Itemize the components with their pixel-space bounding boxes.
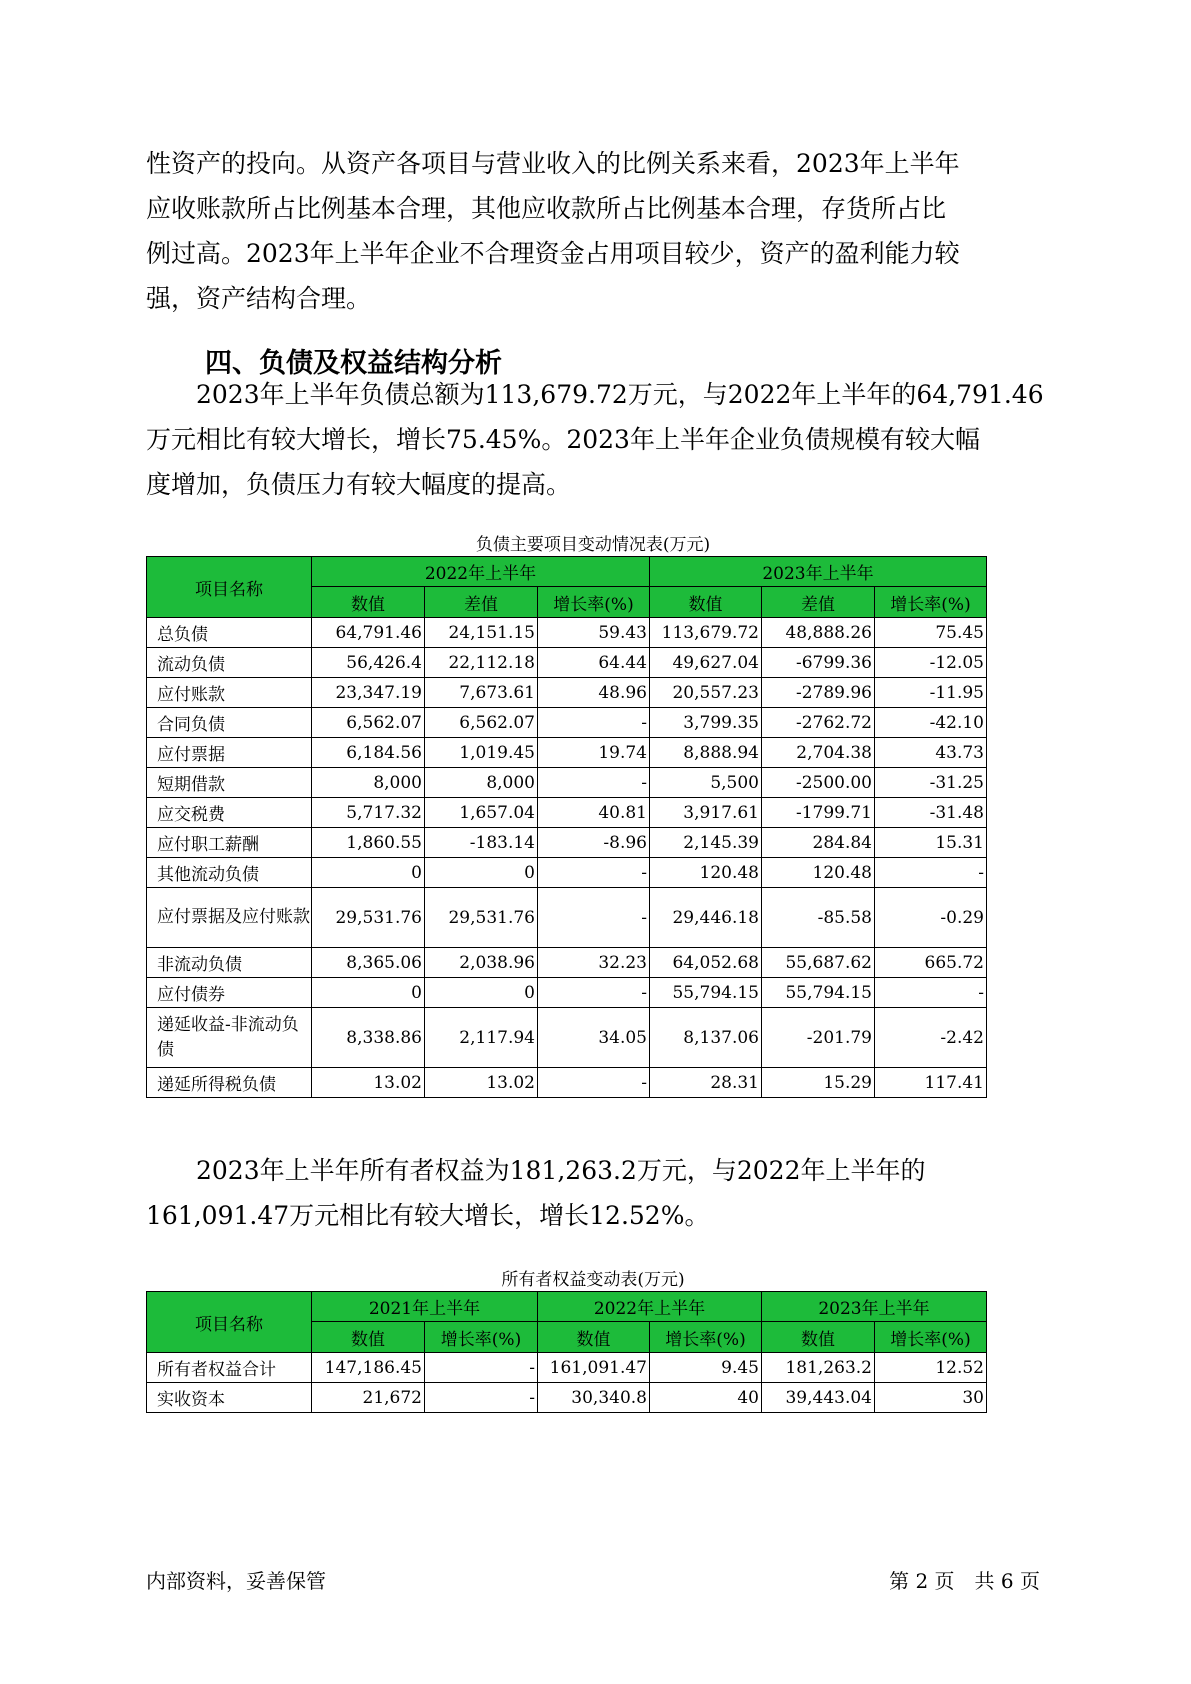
row-cell: 8,000 [312, 768, 425, 798]
liability-line: 度增加，负债压力有较大幅度的提高。 [146, 470, 572, 499]
row-cell: -11.95 [875, 678, 987, 708]
table-row [147, 858, 987, 888]
row-cell: 120.48 [762, 858, 875, 888]
table-row [147, 798, 987, 828]
row-cell: 55,794.15 [650, 978, 762, 1008]
table-row [147, 948, 987, 978]
row-cell: 0 [312, 978, 425, 1008]
row-cell: 59.43 [538, 618, 650, 648]
row-cell: -85.58 [762, 888, 875, 948]
row-cell: 3,799.35 [650, 708, 762, 738]
header-group-2022: 2022年上半年 [538, 1292, 762, 1322]
header-growth: 增长率(%) [650, 1322, 762, 1353]
row-cell: -183.14 [425, 828, 538, 858]
row-cell: 3,917.61 [650, 798, 762, 828]
liability-paragraph [146, 372, 1076, 507]
header-value: 数值 [312, 1322, 425, 1353]
table-row [147, 708, 987, 738]
row-cell: 43.73 [875, 738, 987, 768]
row-cell: 56,426.4 [312, 648, 425, 678]
row-cell: 0 [425, 978, 538, 1008]
row-cell: 34.05 [538, 1008, 650, 1068]
row-cell: 5,717.32 [312, 798, 425, 828]
row-cell: 181,263.2 [762, 1353, 875, 1383]
row-cell: - [875, 858, 987, 888]
row-cell: 39,443.04 [762, 1383, 875, 1413]
row-cell: 29,531.76 [312, 888, 425, 948]
header-growth: 增长率(%) [425, 1322, 538, 1353]
row-cell: 48.96 [538, 678, 650, 708]
row-item-name: 所有者权益合计 [147, 1353, 312, 1383]
row-cell: 15.29 [762, 1068, 875, 1098]
equity-line: 2023年上半年所有者权益为181,263.2万元，与2022年上半年的 [146, 1156, 926, 1185]
row-cell: -31.25 [875, 768, 987, 798]
intro-line: 强，资产结构合理。 [146, 284, 372, 313]
header-value: 数值 [312, 587, 425, 618]
row-cell: -2789.96 [762, 678, 875, 708]
equity-table [146, 1291, 987, 1413]
row-cell: 117.41 [875, 1068, 987, 1098]
row-item-name: 短期借款 [147, 768, 312, 798]
row-item-name: 合同负债 [147, 708, 312, 738]
row-cell: 21,672 [312, 1383, 425, 1413]
row-cell: - [538, 888, 650, 948]
row-cell: 161,091.47 [538, 1353, 650, 1383]
liability-line: 2023年上半年负债总额为113,679.72万元，与2022年上半年的64,791.46 [146, 380, 1044, 409]
table-row [147, 828, 987, 858]
header-growth: 增长率(%) [875, 587, 987, 618]
header-value: 数值 [538, 1322, 650, 1353]
row-item-name: 应付债券 [147, 978, 312, 1008]
table-row [147, 618, 987, 648]
row-cell: 29,531.76 [425, 888, 538, 948]
row-cell: 32.23 [538, 948, 650, 978]
intro-line: 例过高。2023年上半年企业不合理资金占用项目较少，资产的盈利能力较 [146, 239, 960, 268]
header-item-name: 项目名称 [147, 557, 312, 618]
row-cell: 6,562.07 [425, 708, 538, 738]
row-cell: - [538, 768, 650, 798]
row-cell: 5,500 [650, 768, 762, 798]
liability-table [146, 556, 987, 1098]
row-item-name: 递延所得税负债 [147, 1068, 312, 1098]
header-growth: 增长率(%) [875, 1322, 987, 1353]
row-cell: 12.52 [875, 1353, 987, 1383]
equity-line: 161,091.47万元相比有较大增长，增长12.52%。 [146, 1201, 710, 1230]
table-row [147, 888, 987, 948]
header-group-2023: 2023年上半年 [762, 1292, 987, 1322]
row-cell: -42.10 [875, 708, 987, 738]
row-cell: 28.31 [650, 1068, 762, 1098]
header-value: 数值 [650, 587, 762, 618]
row-cell: -6799.36 [762, 648, 875, 678]
row-cell: 0 [425, 858, 538, 888]
row-cell: -8.96 [538, 828, 650, 858]
row-item-name: 递延收益-非流动负债 [147, 1008, 312, 1068]
row-cell: 7,673.61 [425, 678, 538, 708]
header-group-2022: 2022年上半年 [312, 557, 650, 587]
row-item-name: 应付职工薪酬 [147, 828, 312, 858]
footer-page-number: 第 2 页 共 6 页 [889, 1569, 1040, 1593]
row-cell: 9.45 [650, 1353, 762, 1383]
row-cell: 8,137.06 [650, 1008, 762, 1068]
row-cell: -0.29 [875, 888, 987, 948]
row-cell: - [538, 708, 650, 738]
row-cell: 120.48 [650, 858, 762, 888]
row-item-name: 总负债 [147, 618, 312, 648]
row-cell: -201.79 [762, 1008, 875, 1068]
row-cell: -12.05 [875, 648, 987, 678]
row-item-name: 非流动负债 [147, 948, 312, 978]
row-cell: 24,151.15 [425, 618, 538, 648]
row-cell: -2500.00 [762, 768, 875, 798]
header-item-name: 项目名称 [147, 1292, 312, 1353]
row-cell: -31.48 [875, 798, 987, 828]
row-cell: 22,112.18 [425, 648, 538, 678]
row-cell: 13.02 [312, 1068, 425, 1098]
row-cell: -2.42 [875, 1008, 987, 1068]
row-cell: 8,888.94 [650, 738, 762, 768]
liability-line: 万元相比有较大增长，增长75.45%。2023年上半年企业负债规模有较大幅 [146, 425, 980, 454]
liability-table-caption: 负债主要项目变动情况表(万元) [475, 535, 711, 555]
row-cell: - [538, 858, 650, 888]
row-cell: 8,365.06 [312, 948, 425, 978]
row-cell: - [875, 978, 987, 1008]
row-cell: 64.44 [538, 648, 650, 678]
table-row [147, 1383, 987, 1413]
row-cell: -1799.71 [762, 798, 875, 828]
header-group-2023: 2023年上半年 [650, 557, 987, 587]
header-value: 数值 [762, 1322, 875, 1353]
header-diff: 差值 [425, 587, 538, 618]
row-cell: - [538, 1068, 650, 1098]
header-diff: 差值 [762, 587, 875, 618]
table-row [147, 1008, 987, 1068]
row-cell: 30,340.8 [538, 1383, 650, 1413]
row-item-name: 应付票据及应付账款 [147, 888, 312, 948]
row-cell: 284.84 [762, 828, 875, 858]
row-cell: 40.81 [538, 798, 650, 828]
row-cell: 0 [312, 858, 425, 888]
row-item-name: 实收资本 [147, 1383, 312, 1413]
table-row [147, 1353, 987, 1383]
row-cell: 6,562.07 [312, 708, 425, 738]
row-item-name: 应交税费 [147, 798, 312, 828]
row-cell: 55,794.15 [762, 978, 875, 1008]
row-cell: 8,338.86 [312, 1008, 425, 1068]
row-cell: 147,186.45 [312, 1353, 425, 1383]
row-cell: 19.74 [538, 738, 650, 768]
row-cell: 48,888.26 [762, 618, 875, 648]
row-cell: - [538, 978, 650, 1008]
row-cell: 15.31 [875, 828, 987, 858]
footer-left: 内部资料，妥善保管 [146, 1569, 326, 1593]
row-cell: 64,052.68 [650, 948, 762, 978]
intro-line: 应收账款所占比例基本合理，其他应收款所占比例基本合理，存货所占比 [146, 194, 947, 223]
row-cell: 8,000 [425, 768, 538, 798]
row-cell: - [425, 1383, 538, 1413]
row-cell: 40 [650, 1383, 762, 1413]
row-cell: 1,657.04 [425, 798, 538, 828]
row-item-name: 应付票据 [147, 738, 312, 768]
row-cell: -2762.72 [762, 708, 875, 738]
row-cell: 113,679.72 [650, 618, 762, 648]
row-cell: 55,687.62 [762, 948, 875, 978]
row-cell: 665.72 [875, 948, 987, 978]
table-row [147, 738, 987, 768]
row-cell: - [425, 1353, 538, 1383]
row-cell: 64,791.46 [312, 618, 425, 648]
equity-paragraph [146, 1148, 1076, 1238]
row-cell: 20,557.23 [650, 678, 762, 708]
intro-line: 性资产的投向。从资产各项目与营业收入的比例关系来看，2023年上半年 [146, 149, 960, 178]
row-item-name: 其他流动负债 [147, 858, 312, 888]
row-cell: 30 [875, 1383, 987, 1413]
equity-table-caption: 所有者权益变动表(万元) [501, 1270, 685, 1290]
header-group-2021: 2021年上半年 [312, 1292, 538, 1322]
row-cell: 1,860.55 [312, 828, 425, 858]
row-cell: 13.02 [425, 1068, 538, 1098]
table-row [147, 978, 987, 1008]
table-row [147, 1068, 987, 1098]
row-cell: 29,446.18 [650, 888, 762, 948]
row-cell: 6,184.56 [312, 738, 425, 768]
intro-paragraph [146, 141, 1076, 321]
row-cell: 23,347.19 [312, 678, 425, 708]
row-cell: 2,038.96 [425, 948, 538, 978]
row-cell: 2,704.38 [762, 738, 875, 768]
row-cell: 49,627.04 [650, 648, 762, 678]
row-item-name: 流动负债 [147, 648, 312, 678]
row-cell: 2,145.39 [650, 828, 762, 858]
row-cell: 75.45 [875, 618, 987, 648]
header-growth: 增长率(%) [538, 587, 650, 618]
table-row [147, 678, 987, 708]
row-cell: 2,117.94 [425, 1008, 538, 1068]
row-cell: 1,019.45 [425, 738, 538, 768]
row-item-name: 应付账款 [147, 678, 312, 708]
table-row [147, 768, 987, 798]
table-row [147, 648, 987, 678]
section-heading: 四、负债及权益结构分析 [205, 348, 502, 379]
